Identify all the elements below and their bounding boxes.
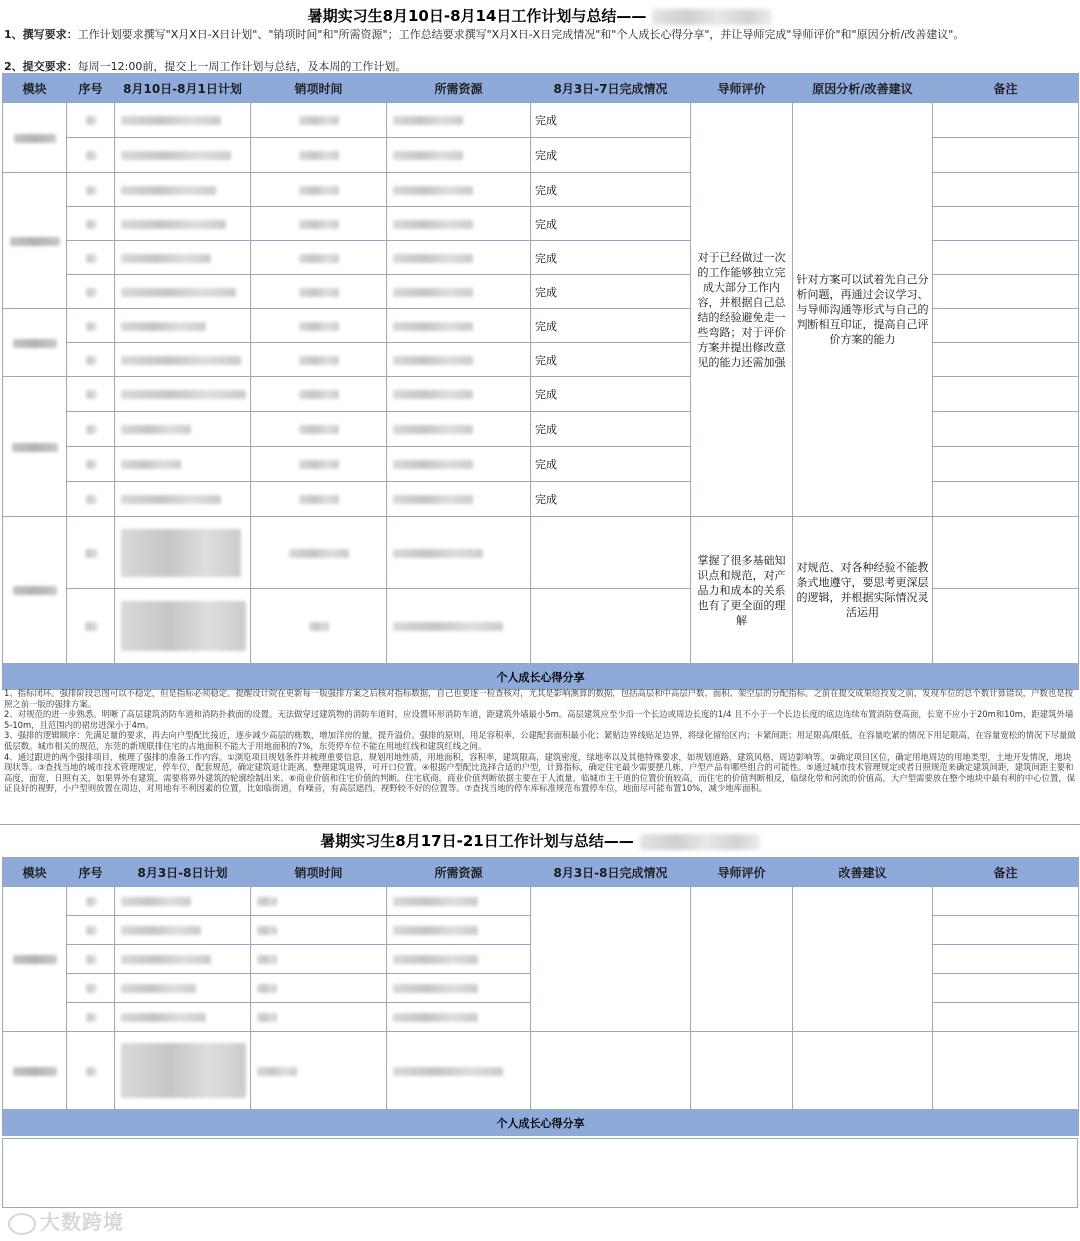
share-item-3: 3、强排的逻辑顺序：先满足量的要求，再去向户型配比接近，逐步减少高层的栋数，增加洋房的量，提升溢价。强排的原则，用足容积率，公建配套面积最小化；紧贴边界线贴足边界，将绿化留给区内；卡紧间距；用足限高/限低，在容量吃紧的情况下用足限高，在容量宽松的情况下尽量做低层数。城市相关的规范，东莞的新规联排住宅的占地面积不能大于用地面积的7%，东莞停车位不能在用地红线和建筑红线之间。	[4, 730, 1076, 751]
completion-status: 完成	[531, 309, 691, 343]
mentor-eval-1: 对于已经做过一次的工作能够独立完成大部分工作内容，并根据自己总结的经验避免走一些弯路；对于评价方案并提出修改意见的能力还需加强	[691, 103, 793, 517]
week1-share-content	[4, 688, 1076, 794]
header-plan: 8月10日-8月1日计划	[115, 74, 251, 103]
week2-header-row	[3, 858, 1079, 887]
suggestion-2: 对规范、对各种经验不能教条式地遵守，要思考更深层的逻辑，并根据实际情况灵活运用	[793, 517, 933, 664]
header-module: 模块	[3, 74, 67, 103]
header-resources: 所需资源	[387, 74, 531, 103]
header-mentor-eval: 导师评价	[691, 858, 793, 887]
table-row	[3, 517, 1079, 589]
table-row	[3, 887, 1079, 916]
week1-share-title: 个人成长心得分享	[3, 664, 1079, 690]
week2-share-row	[3, 1110, 1079, 1136]
week1-title: 暑期实习生8月10日-8月14日工作计划与总结——	[0, 6, 1080, 26]
header-completion: 8月3日-7日完成情况	[531, 74, 691, 103]
header-deadline: 销项时间	[251, 74, 387, 103]
module-cell	[3, 173, 67, 309]
header-suggestion: 改善建议	[793, 858, 933, 887]
header-completion: 8月3日-8日完成情况	[531, 858, 691, 887]
week2-share-content	[2, 1138, 1078, 1208]
header-resources: 所需资源	[387, 858, 531, 887]
header-remarks: 备注	[933, 858, 1079, 887]
share-item-4: 4、通过跟进的两个强排项目，梳理了强排的准备工作内容。①浏览项目规划条件并梳理重要信息，规划用地性质，用地面积，容积率，建筑限高，建筑密度，绿地率以及其他特殊要求，如规划道路，建筑风格，周边影响等。②确定项目区位，确定用地周边的用地类型，土地开发情况，地块现状等。③查找当地的城市技术管理规定，停车位，配套规范，确定建筑退让距离，整理建筑退界，可开口位置。④根据户型配比选择合适的户型，计算指标，确定住宅最少需要摆几栋，户型产品有哪些组合的可能性。⑤通过城市技术管理规定或者日照规范来确定建筑间距，建筑间距主要和高度，面宽，日照有关，如果界外有建筑，需要将界外建筑的轮廓绘制出来。⑥商业价值和住宅价值的判断。住宅底商，商业价值判断依据主要在于人流量，临城市主干道的位置价值较高，而住宅的价值判断相反，临绿化带和河流的价值高，大户型需要放在整个地块中最有利的中心位置，保证良好的视野，小户型则放置在周边，对用地有不利因素的位置，比如临街道，有噪音，有高层遮挡，视野较不好的位置等。⑦查找当地的停车库标准规范布置停车位，地面尽可能布置10%，减少地库面积。	[4, 751, 1076, 794]
module-cell	[3, 309, 67, 377]
header-remarks: 备注	[933, 74, 1079, 103]
completion-status: 完成	[531, 377, 691, 412]
header-analysis: 原因分析/改善建议	[793, 74, 933, 103]
header-deadline: 销项时间	[251, 858, 387, 887]
header-mentor-eval: 导师评价	[691, 74, 793, 103]
speech-bubble-logo-icon	[8, 1213, 36, 1235]
suggestion-1: 针对方案可以试着先自己分析问题，再通过会议学习、与导师沟通等形式与自己的判断相互印证，提高自己评价方案的能力	[793, 103, 933, 517]
completion-status: 完成	[531, 447, 691, 482]
week2-share-title: 个人成长心得分享	[3, 1110, 1079, 1136]
redacted-name	[652, 9, 772, 25]
week2-plan-table	[2, 857, 1079, 1136]
week2-title: 暑期实习生8月17日-21日工作计划与总结——	[0, 831, 1080, 851]
completion-status: 完成	[531, 412, 691, 447]
header-module: 模块	[3, 858, 67, 887]
completion-status: 完成	[531, 138, 691, 173]
completion-status: 完成	[531, 103, 691, 138]
header-index: 序号	[67, 858, 115, 887]
module-cell	[3, 517, 67, 664]
table-row	[3, 1032, 1079, 1110]
redacted-name	[640, 834, 760, 850]
share-item-1: 1、指标闭环。强排阶段总图可以不稳定，但是指标必须稳定。提醒设计院在更新每一版强排方案之后核对指标数据，自己也要逐一检查核对，尤其是影响测算的数据，包括高层和中高层户数、面积、架空层的分配指标。之前在提交成果给投发之前，发现车位的总个数计算错误，户数也是按照之前一版的强排方案。	[4, 688, 1073, 709]
requirement-1: 1、撰写要求：工作计划要求撰写"X月X日-X日计划"、"销项时间"和"所需资源"；工作总结要求撰写"X月X日-X日完成情况"和"个人成长心得分享"，并让导师完成"导师评价"和"原因分析/改善建议"。	[4, 28, 965, 41]
completion-status: 完成	[531, 241, 691, 275]
header-plan: 8月3日-8日计划	[115, 858, 251, 887]
completion-status: 完成	[531, 482, 691, 517]
table-row	[3, 103, 1079, 138]
module-cell	[3, 887, 67, 1032]
watermark: 大数跨境	[8, 1206, 124, 1235]
week1-plan-table	[2, 73, 1079, 690]
completion-status: 完成	[531, 173, 691, 207]
module-cell	[3, 103, 67, 173]
share-item-2: 2、对规范的进一步熟悉。明晰了高层建筑消防车道和消防扑救面的设置。无法做穿过建筑物的消防车道时，应设置环形消防车道，距建筑外墙最小5m。高层建筑应至少沿一个长边或周边长度的1/4 且不小于一个长边长度的底边连续布置消防登高面，长宽不应小于20m和10m，距建筑外墙5-10m，且范围内的裙房进深小于4m。	[4, 709, 1074, 730]
completion-status: 完成	[531, 343, 691, 377]
completion-status: 完成	[531, 207, 691, 241]
week1-header-row	[3, 74, 1079, 103]
module-cell	[3, 1032, 67, 1110]
module-cell	[3, 377, 67, 517]
header-index: 序号	[67, 74, 115, 103]
requirement-2: 2、提交要求：每周一12:00前，提交上一周工作计划与总结，及本周的工作计划。	[4, 60, 407, 73]
week1-share-row	[3, 664, 1079, 690]
section-divider	[0, 824, 1080, 825]
mentor-eval-2: 掌握了很多基础知识点和规范，对产品力和成本的关系也有了更全面的理解	[691, 517, 793, 664]
completion-status: 完成	[531, 275, 691, 309]
